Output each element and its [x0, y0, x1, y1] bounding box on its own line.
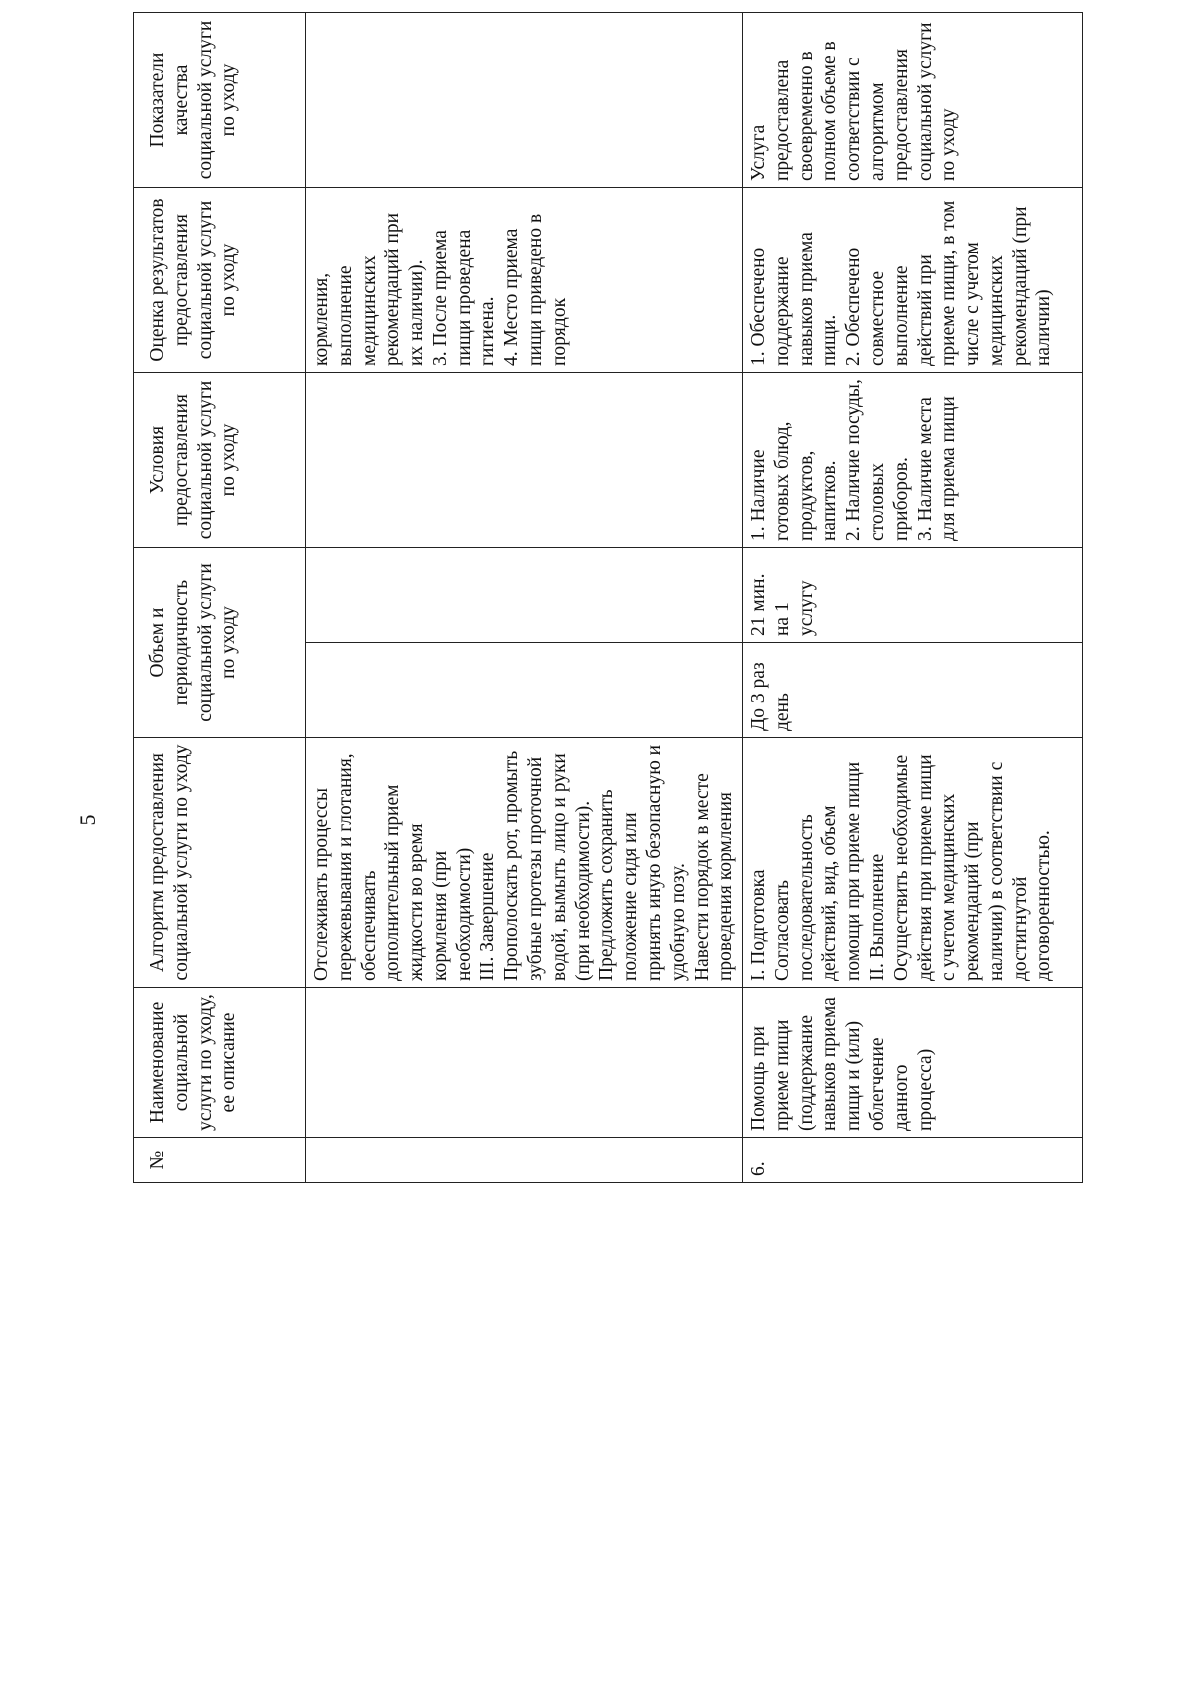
- cell-num: 6.: [743, 1138, 1083, 1183]
- header-volume: Объем и периодичность социальной услуги по уходу: [134, 548, 306, 738]
- cell-conditions: [306, 373, 743, 548]
- cell-volume: [306, 548, 743, 643]
- cell-indicators: [306, 13, 743, 188]
- cell-num: [306, 1138, 743, 1183]
- cell-frequency: [306, 643, 743, 738]
- cell-evaluation: 1. Обеспечено поддержание навыков приема пищи. 2. Обеспечено совместное выполнение действий при приеме пищи, в том числе с учетом медицинских рекомендаций (при наличии): [743, 188, 1083, 373]
- table-row: [306, 13, 743, 1183]
- cell-name: [306, 988, 743, 1138]
- header-algorithm: Алгоритм предоставления социальной услуги по уходу: [134, 738, 306, 988]
- header-name: Наименование социальной услуги по уходу, ее описание: [134, 988, 306, 1138]
- cell-algorithm: I. Подготовка Согласовать последовательность действий, вид, объем помощи при приеме пищи II. Выполнение Осуществить необходимые действия при приеме пищи с учетом медицинских рекомендаций (при наличии) в соответствии с достигнутой договоренностью.: [743, 738, 1083, 988]
- header-conditions: Условия предоставления социальной услуги по уходу: [134, 373, 306, 548]
- cell-frequency: До 3 раз день: [743, 643, 1083, 738]
- header-num: №: [134, 1138, 306, 1183]
- table-header-row: [134, 13, 306, 1183]
- cell-algorithm: Отслеживать процессы пережевывания и глотания, обеспечивать дополнительный прием жидкости во время кормления (при необходимости) III. Завершение Прополоскать рот, промыть зубные протезы проточной водой, вымыть лицо и руки (при необходимости). Предложить сохранить положение сидя или принять иную безопасную и удобную позу. Навести порядок в месте проведения кормления: [306, 738, 743, 988]
- cell-conditions: 1. Наличие готовых блюд, продуктов, напитков. 2. Наличие посуды, столовых приборов. 3. Наличие места для приема пищи: [743, 373, 1083, 548]
- header-indicators: Показатели качества социальной услуги по уходу: [134, 13, 306, 188]
- care-service-table: [133, 12, 1083, 1183]
- page-number: 5: [75, 814, 100, 826]
- header-evaluation: Оценка результатов предоставления социальной услуги по уходу: [134, 188, 306, 373]
- table-row: [743, 13, 1083, 1183]
- cell-volume: 21 мин. на 1 услугу: [743, 548, 1083, 643]
- rotated-table-container: [133, 13, 1083, 1183]
- cell-name: Помощь при приеме пищи (поддержание навыков приема пищи и (или) облегчение данного процесса): [743, 988, 1083, 1138]
- cell-indicators: Услуга предоставлена своевременно в полном объеме в соответствии с алгоритмом предоставления социальной услуги по уходу: [743, 13, 1083, 188]
- cell-evaluation: кормления, выполнение медицинских рекомендаций при их наличии). 3. После приема пищи проведена гигиена. 4. Место приема пищи приведено в порядок: [306, 188, 743, 373]
